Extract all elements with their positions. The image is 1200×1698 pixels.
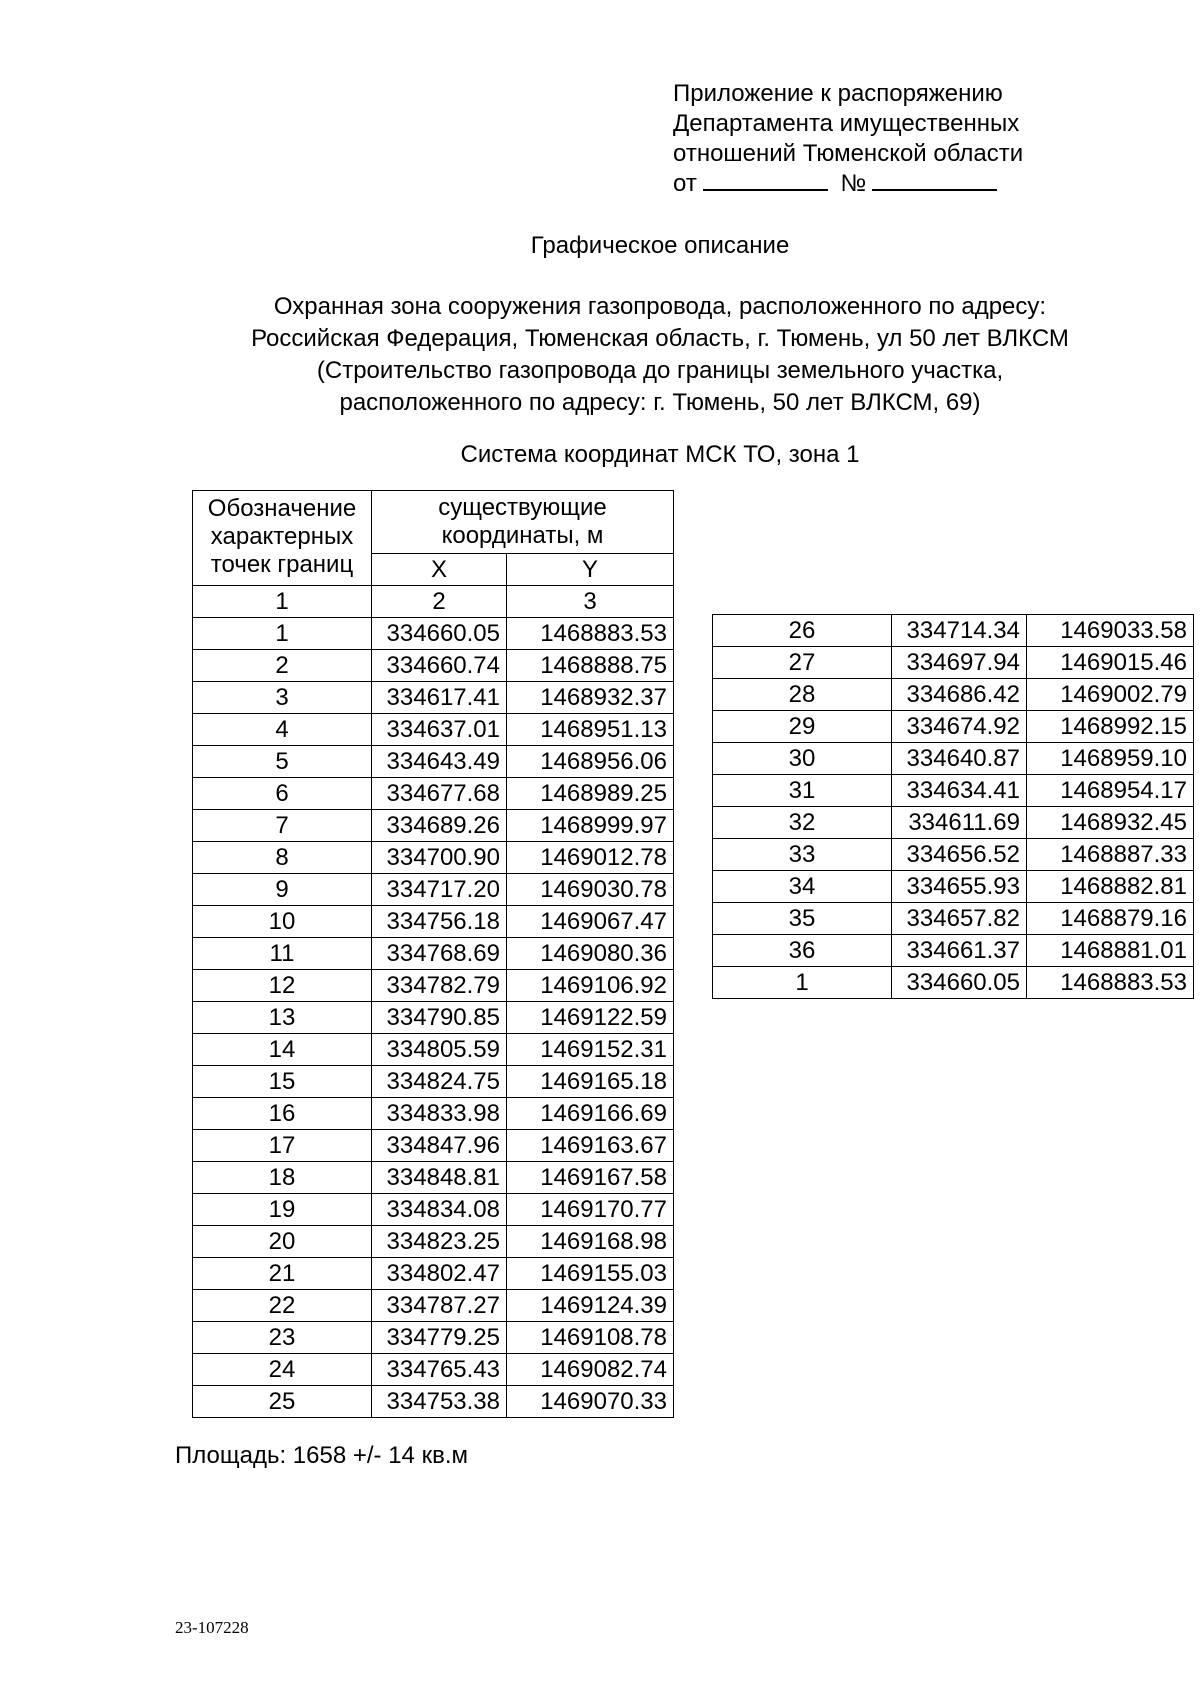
y-coordinate: 1468954.17 (1027, 775, 1194, 807)
point-number: 15 (193, 1066, 372, 1098)
y-coordinate: 1468959.10 (1027, 743, 1194, 775)
table-row (193, 906, 674, 938)
y-coordinate: 1469167.58 (507, 1162, 674, 1194)
point-number: 29 (713, 711, 892, 743)
table-row (193, 618, 674, 650)
point-number: 36 (713, 935, 892, 967)
table-row (713, 711, 1194, 743)
point-number: 14 (193, 1034, 372, 1066)
x-coordinate: 334657.82 (892, 903, 1027, 935)
x-coordinate: 334661.37 (892, 935, 1027, 967)
table-row (193, 1386, 674, 1418)
point-number: 17 (193, 1130, 372, 1162)
point-number: 3 (193, 682, 372, 714)
table-row (713, 903, 1194, 935)
header-line-4 (673, 169, 1023, 199)
table-row (713, 839, 1194, 871)
x-coordinate: 334643.49 (372, 746, 507, 778)
number-label: № (840, 170, 867, 197)
x-coordinate: 334765.43 (372, 1354, 507, 1386)
table-row (713, 807, 1194, 839)
point-number: 10 (193, 906, 372, 938)
y-coordinate: 1468999.97 (507, 810, 674, 842)
x-coordinate: 334640.87 (892, 743, 1027, 775)
table-row (713, 935, 1194, 967)
y-coordinate: 1469108.78 (507, 1322, 674, 1354)
table-row (193, 714, 674, 746)
table-row (193, 778, 674, 810)
table-row (193, 1258, 674, 1290)
x-coordinate: 334823.25 (372, 1226, 507, 1258)
date-blank (703, 171, 828, 191)
document-header (673, 79, 1023, 199)
y-coordinate: 1469012.78 (507, 842, 674, 874)
table-left-body (193, 618, 674, 1418)
from-label: от (673, 170, 697, 197)
x-coordinate: 334656.52 (892, 839, 1027, 871)
x-coordinate: 334787.27 (372, 1290, 507, 1322)
x-coordinate: 334689.26 (372, 810, 507, 842)
column-number-2: 2 (372, 586, 507, 618)
point-number: 7 (193, 810, 372, 842)
x-coordinate: 334805.59 (372, 1034, 507, 1066)
point-number: 20 (193, 1226, 372, 1258)
table-row (193, 938, 674, 970)
coordinates-table-left (192, 490, 674, 1418)
point-number: 30 (713, 743, 892, 775)
y-coordinate: 1469033.58 (1027, 615, 1194, 647)
x-coordinate: 334717.20 (372, 874, 507, 906)
x-coordinate: 334802.47 (372, 1258, 507, 1290)
table-row (193, 1194, 674, 1226)
description-line-1: Охранная зона сооружения газопровода, расположенного по адресу: (273, 293, 1047, 320)
point-number: 32 (713, 807, 892, 839)
x-coordinate: 334782.79 (372, 970, 507, 1002)
x-coordinate: 334714.34 (892, 615, 1027, 647)
x-coordinate: 334768.69 (372, 938, 507, 970)
y-coordinate: 1469168.98 (507, 1226, 674, 1258)
document-number: 23-107228 (175, 1618, 249, 1637)
x-coordinate: 334617.41 (372, 682, 507, 714)
y-coordinate: 1468888.75 (507, 650, 674, 682)
x-coordinate: 334660.05 (372, 618, 507, 650)
y-coordinate: 1468883.53 (507, 618, 674, 650)
y-coordinate: 1469002.79 (1027, 679, 1194, 711)
y-coordinate: 1468887.33 (1027, 839, 1194, 871)
x-coordinate: 334790.85 (372, 1002, 507, 1034)
table-row (193, 1066, 674, 1098)
column-number-1: 1 (193, 586, 372, 618)
description-line-2: Российская Федерация, Тюменская область, г. Тюмень, ул 50 лет ВЛКСМ (251, 325, 1069, 352)
column-number-3: 3 (507, 586, 674, 618)
table-row (193, 1226, 674, 1258)
x-coordinate: 334833.98 (372, 1098, 507, 1130)
header-line-1: Приложение к распоряжению (673, 80, 1003, 107)
table-row (193, 874, 674, 906)
point-number: 12 (193, 970, 372, 1002)
point-number: 6 (193, 778, 372, 810)
table-row (193, 650, 674, 682)
point-number: 19 (193, 1194, 372, 1226)
header-line-2: Департамента имущественных (673, 110, 1020, 137)
header-designation: Обозначение характерных точек границ (193, 491, 372, 586)
point-number: 8 (193, 842, 372, 874)
header-x: X (372, 554, 507, 586)
table-row (713, 647, 1194, 679)
point-number: 16 (193, 1098, 372, 1130)
point-number: 2 (193, 650, 372, 682)
y-coordinate: 1469124.39 (507, 1290, 674, 1322)
y-coordinate: 1469106.92 (507, 970, 674, 1002)
point-number: 21 (193, 1258, 372, 1290)
x-coordinate: 334834.08 (372, 1194, 507, 1226)
x-coordinate: 334674.92 (892, 711, 1027, 743)
point-number: 25 (193, 1386, 372, 1418)
table-row (193, 1130, 674, 1162)
point-number: 31 (713, 775, 892, 807)
point-number: 26 (713, 615, 892, 647)
table-row (193, 1002, 674, 1034)
y-coordinate: 1469163.67 (507, 1130, 674, 1162)
y-coordinate: 1468989.25 (507, 778, 674, 810)
x-coordinate: 334824.75 (372, 1066, 507, 1098)
description-line-3: (Строительство газопровода до границы земельного участка, (316, 357, 1004, 384)
table-row (193, 1034, 674, 1066)
x-coordinate: 334660.74 (372, 650, 507, 682)
table-row (193, 682, 674, 714)
x-coordinate: 334848.81 (372, 1162, 507, 1194)
x-coordinate: 334677.68 (372, 778, 507, 810)
x-coordinate: 334847.96 (372, 1130, 507, 1162)
point-number: 13 (193, 1002, 372, 1034)
table-row (193, 1162, 674, 1194)
point-number: 18 (193, 1162, 372, 1194)
point-number: 27 (713, 647, 892, 679)
y-coordinate: 1468992.15 (1027, 711, 1194, 743)
y-coordinate: 1468882.81 (1027, 871, 1194, 903)
point-number: 28 (713, 679, 892, 711)
x-coordinate: 334779.25 (372, 1322, 507, 1354)
y-coordinate: 1469067.47 (507, 906, 674, 938)
table-row (193, 746, 674, 778)
y-coordinate: 1469030.78 (507, 874, 674, 906)
table-row (193, 842, 674, 874)
point-number: 33 (713, 839, 892, 871)
y-coordinate: 1469166.69 (507, 1098, 674, 1130)
x-coordinate: 334686.42 (892, 679, 1027, 711)
table-row (193, 970, 674, 1002)
y-coordinate: 1469155.03 (507, 1258, 674, 1290)
y-coordinate: 1468951.13 (507, 714, 674, 746)
y-coordinate: 1469080.36 (507, 938, 674, 970)
y-coordinate: 1469082.74 (507, 1354, 674, 1386)
table-row (713, 679, 1194, 711)
table-row (713, 871, 1194, 903)
x-coordinate: 334697.94 (892, 647, 1027, 679)
object-description (180, 291, 1140, 419)
y-coordinate: 1469070.33 (507, 1386, 674, 1418)
y-coordinate: 1469015.46 (1027, 647, 1194, 679)
coordinate-system: Система координат МСК ТО, зона 1 (460, 441, 860, 468)
point-number: 1 (713, 967, 892, 999)
y-coordinate: 1468932.45 (1027, 807, 1194, 839)
y-coordinate: 1468932.37 (507, 682, 674, 714)
point-number: 1 (193, 618, 372, 650)
table-row (193, 810, 674, 842)
point-number: 34 (713, 871, 892, 903)
y-coordinate: 1468883.53 (1027, 967, 1194, 999)
header-coordinates: существующие координаты, м (372, 491, 674, 554)
x-coordinate: 334634.41 (892, 775, 1027, 807)
x-coordinate: 334756.18 (372, 906, 507, 938)
table-row (193, 1290, 674, 1322)
point-number: 5 (193, 746, 372, 778)
point-number: 22 (193, 1290, 372, 1322)
point-number: 4 (193, 714, 372, 746)
y-coordinate: 1469122.59 (507, 1002, 674, 1034)
x-coordinate: 334700.90 (372, 842, 507, 874)
table-row (713, 615, 1194, 647)
x-coordinate: 334753.38 (372, 1386, 507, 1418)
table-row (713, 775, 1194, 807)
table-row (193, 1322, 674, 1354)
y-coordinate: 1469152.31 (507, 1034, 674, 1066)
table-row (713, 967, 1194, 999)
y-coordinate: 1469170.77 (507, 1194, 674, 1226)
point-number: 11 (193, 938, 372, 970)
table-right-body (713, 615, 1194, 999)
document-title: Графическое описание (530, 232, 790, 259)
header-y: Y (507, 554, 674, 586)
point-number: 24 (193, 1354, 372, 1386)
y-coordinate: 1468956.06 (507, 746, 674, 778)
y-coordinate: 1469165.18 (507, 1066, 674, 1098)
header-line-3: отношений Тюменской области (673, 140, 1024, 167)
table-row (193, 1098, 674, 1130)
description-line-4: расположенного по адресу: г. Тюмень, 50 лет ВЛКСМ, 69) (339, 389, 981, 416)
point-number: 23 (193, 1322, 372, 1354)
x-coordinate: 334655.93 (892, 871, 1027, 903)
coordinates-table-right (712, 614, 1194, 999)
y-coordinate: 1468879.16 (1027, 903, 1194, 935)
area-value: Площадь: 1658 +/- 14 кв.м (175, 1442, 468, 1469)
x-coordinate: 334660.05 (892, 967, 1027, 999)
point-number: 35 (713, 903, 892, 935)
y-coordinate: 1468881.01 (1027, 935, 1194, 967)
table-row (193, 1354, 674, 1386)
table-row (713, 743, 1194, 775)
x-coordinate: 334637.01 (372, 714, 507, 746)
x-coordinate: 334611.69 (892, 807, 1027, 839)
number-blank (872, 171, 997, 191)
point-number: 9 (193, 874, 372, 906)
